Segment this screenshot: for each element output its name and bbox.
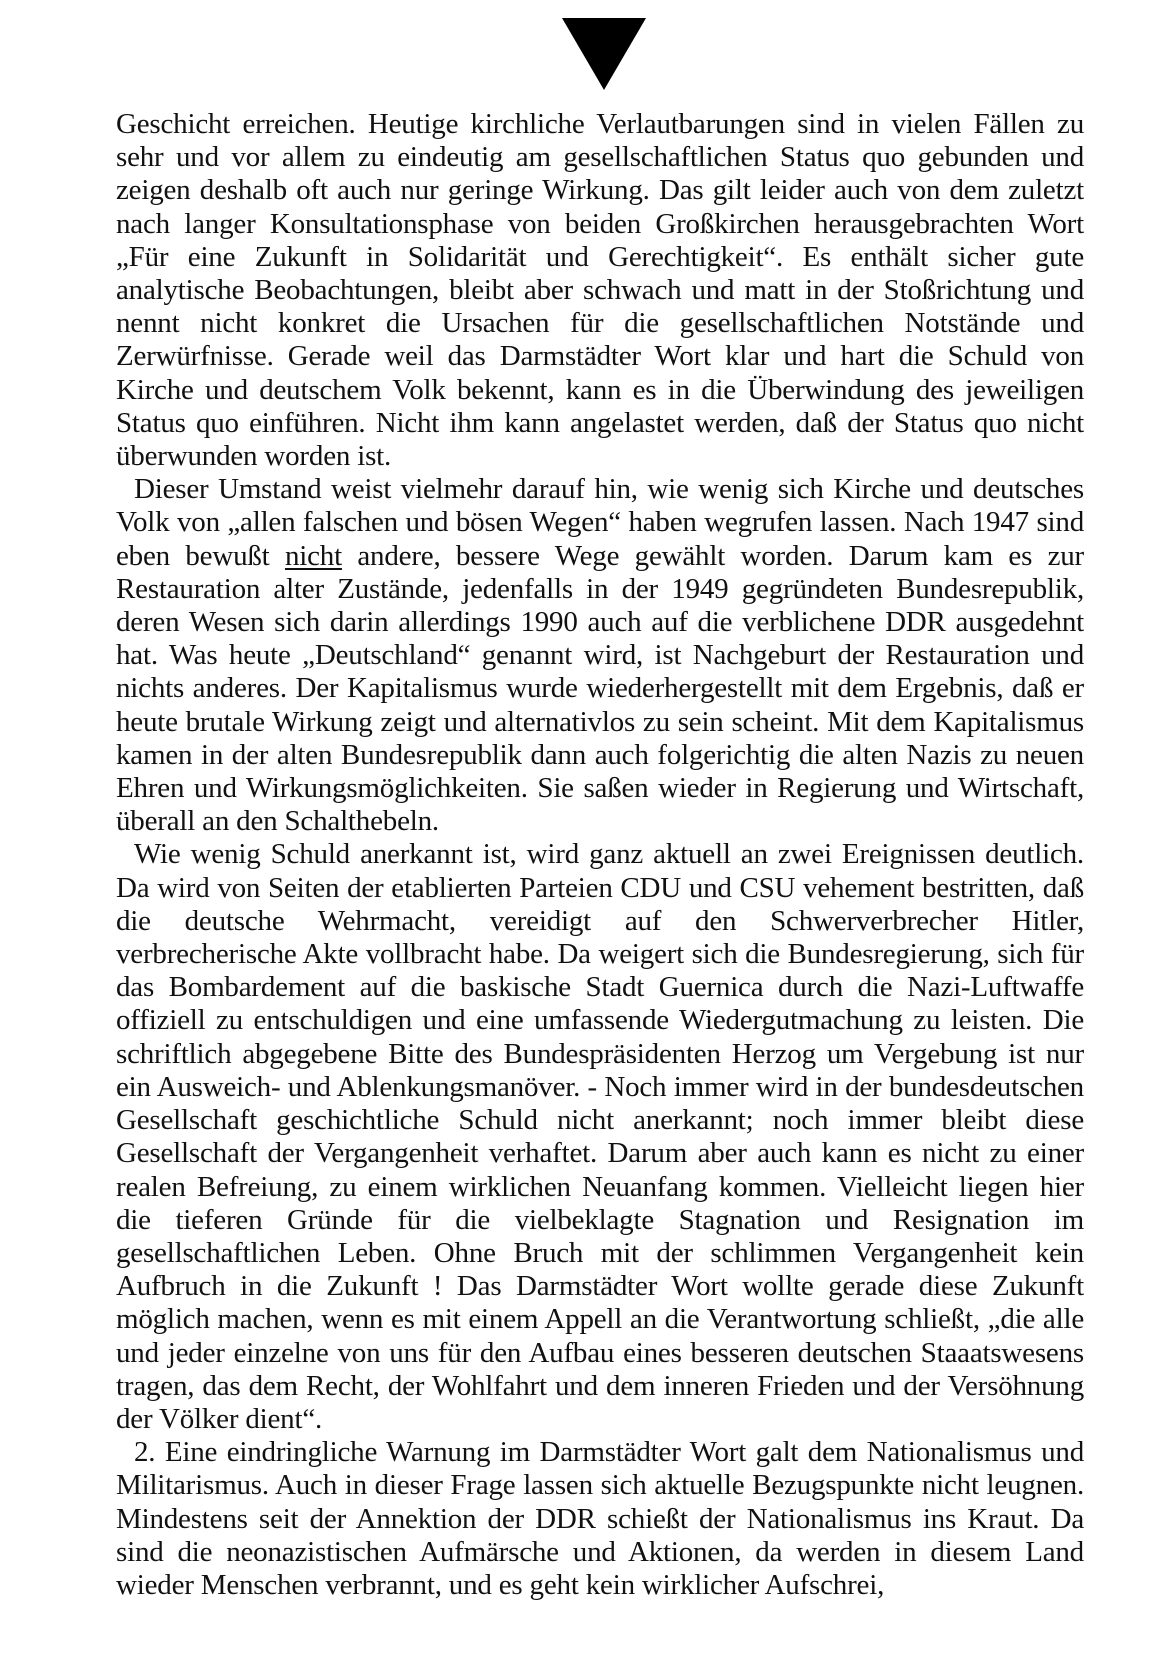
underlined-word: nicht [284,539,342,572]
paragraph-4: 2. Eine eindringliche Warnung im Darmstädter Wort galt dem Nationalismus und Militarismus. Auch in dieser Frage lassen sich aktuelle Bezugspunkte nicht leugnen. Mindestens seit der Annektion der DDR schießt der Nationalismus ins Kraut. Da sind die neonazistischen Aufmärsche und Aktionen, da werden in diesem Land wieder Menschen verbrannt, und es geht kein wirklicher Aufschrei, [116,1436,1084,1601]
paragraph-3: Wie wenig Schuld anerkannt ist, wird ganz aktuell an zwei Ereignissen deutlich. Da wird von Seiten der etablierten Parteien CDU und CSU vehement bestritten, daß die deutsche Wehrmacht, vereidigt auf den Schwerverbrecher Hitler, verbrecherische Akte vollbracht habe. Da weigert sich die Bundesregierung, sich für das Bombardement auf die baskische Stadt Guernica durch die Nazi-Luftwaffe offiziell zu entschuldigen und eine umfassende Wiedergutmachung zu leisten. Die schriftlich abgegebene Bitte des Bundespräsidenten Herzog um Vergebung ist nur ein Ausweich- und Ablenkungsmanöver. - Noch immer wird in der bundesdeutschen Gesellschaft geschichtliche Schuld nicht anerkannt; noch immer bleibt diese Gesellschaft der Vergangenheit verhaftet. Darum aber auch kann es nicht zu einer realen Befreiung, zu einem wirklichen Neuanfang kommen. Vielleicht liegen hier die tieferen Gründe für die vielbeklagte Stagnation und Resignation im gesellschaftlichen Leben. Ohne Bruch mit der schlimmen Vergangenheit kein Aufbruch in die Zukunft ! Das Darmstädter Wort wollte gerade diese Zukunft möglich machen, wenn es mit einem Appell an die Verantwortung schließt, „die alle und jeder einzelne von uns für den Aufbau eines besseren deutschen Staaatswesens tragen, das dem Recht, der Wohlfahrt und dem inneren Frieden und der Versöhnung der Völker dient“. [116,838,1084,1435]
down-triangle-icon [562,18,646,90]
paragraph-1: Geschicht erreichen. Heutige kirchliche Verlautbarungen sind in vielen Fällen zu sehr und vor allem zu eindeutig am gesellschaftlichen Status quo gebunden und zeigen deshalb oft auch nur geringe Wirkung. Das gilt leider auch von dem zuletzt nach langer Konsultationsphase von beiden Großkirchen herausgebrachten Wort „Für eine Zukunft in Solidarität und Gerechtigkeit“. Es enthält sicher gute analytische Beobachtungen, bleibt aber schwach und matt in der Stoßrichtung und nennt nicht konkret die Ursachen für die gesellschaftlichen Notstände und Zerwürfnisse. Gerade weil das Darmstädter Wort klar und hart die Schuld von Kirche und deutschem Volk bekennt, kann es in die Überwindung des jeweiligen Status quo einführen. Nicht ihm kann angelastet werden, daß der Status quo nicht überwunden worden ist. [116,108,1084,473]
paragraph-2 [116,473,1084,838]
paragraph-2-text-before: Dieser Umstand weist vielmehr darauf hin, wie wenig sich Kirche und deutsches Volk von „allen falschen und bösen Wegen“ haben wegrufen lassen. Nach 1947 sind eben bewußt [116,473,1084,572]
paragraph-2-text-after: andere, bessere Wege gewählt worden. Darum kam es zur Restauration alter Zustände, jedenfalls in der 1949 gegründeten Bundesrepublik, deren Wesen sich darin allerdings 1990 auch auf die verblichene DDR ausgedehnt hat. Was heute „Deutschland“ genannt wird, ist Nachgeburt der Restauration und nichts anderes. Der Kapitalismus wurde wiederhergestellt mit dem Ergebnis, daß er heute brutale Wirkung zeigt und alternativlos zu sein scheint. Mit dem Kapitalismus kamen in der alten Bundesrepublik dann auch folgerichtig die alten Nazis zu neuen Ehren und Wirkungsmöglichkeiten. Sie saßen wieder in Regierung und Wirtschaft, überall an den Schalthebeln. [116,539,1085,838]
document-body [116,108,1084,1602]
